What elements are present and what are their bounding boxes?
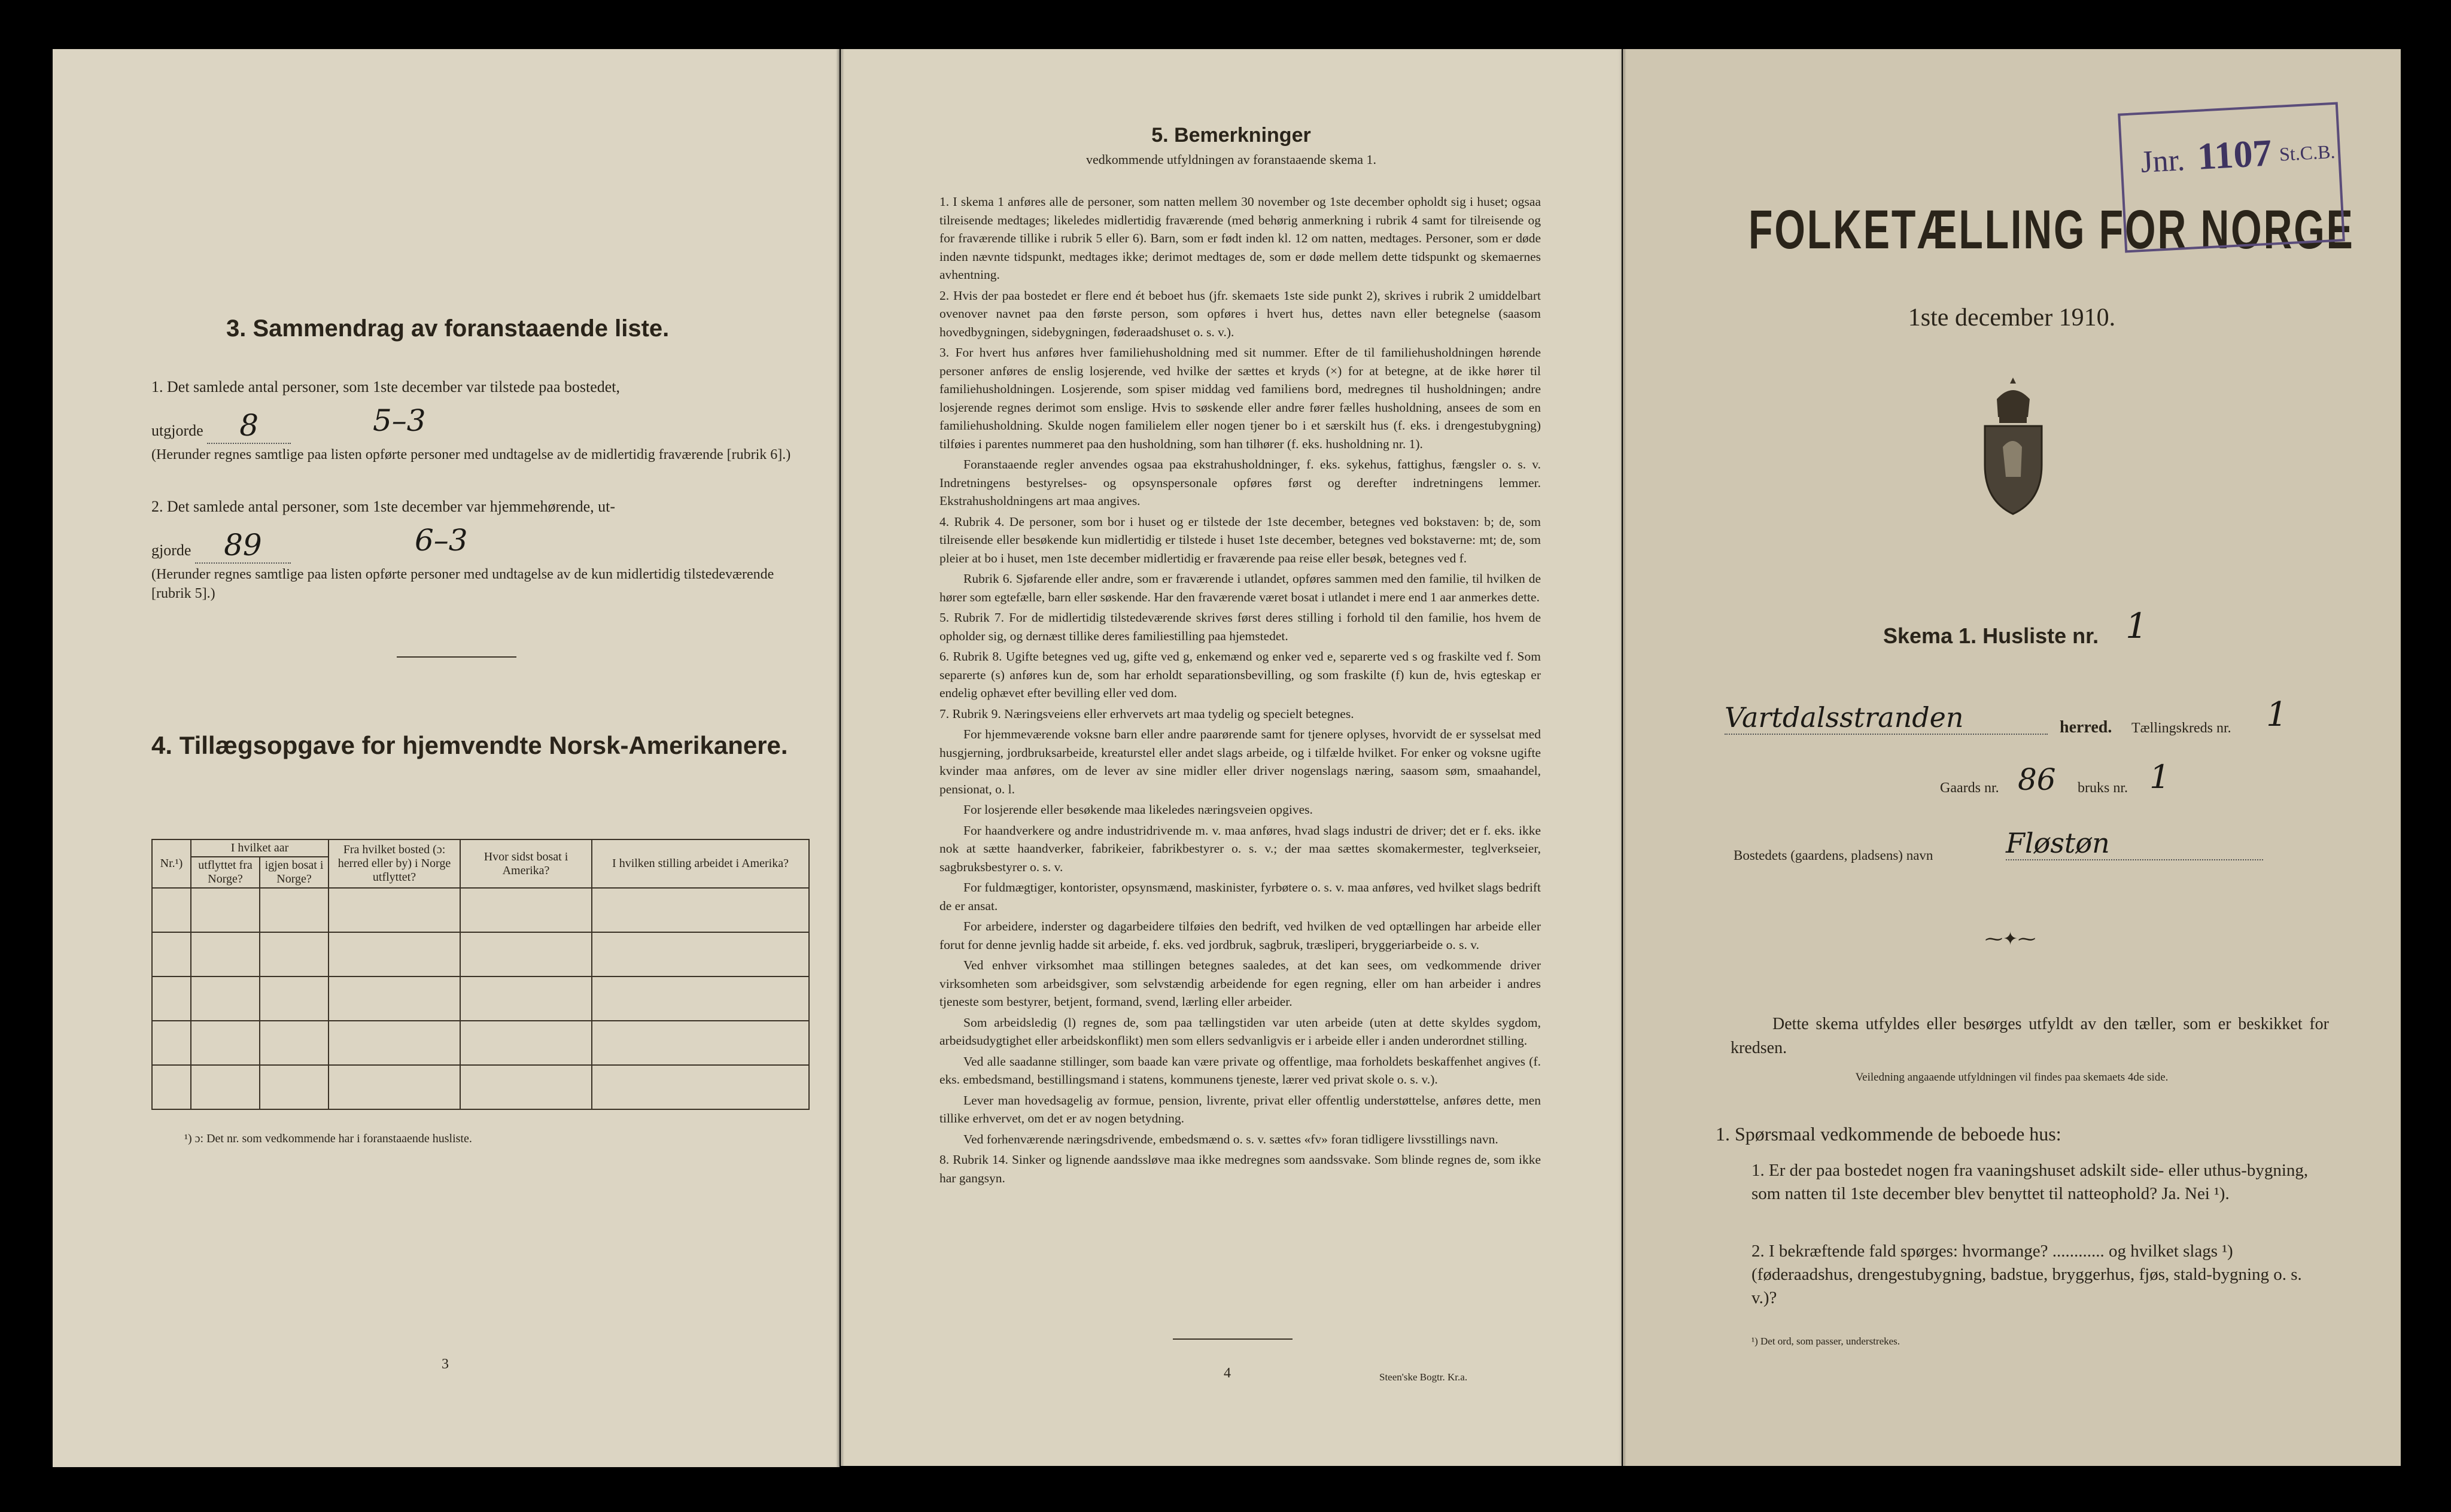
table-footnote: ¹) ɔ: Det nr. som vedkommende har i foranstaaende husliste. — [184, 1132, 472, 1145]
item2-text: 2. Det samlede antal personer, som 1ste december var hjemmehørende, ut- — [151, 498, 616, 515]
question-1: 1. Er der paa bostedet nogen fra vaaningshuset adskilt side- eller uthus-bygning, som natten til 1ste december blev benyttet til natteophold? Ja. Nei ¹). — [1751, 1161, 2309, 1203]
table-row — [152, 1065, 809, 1109]
col-hvor: Hvor sidst bosat i Amerika? — [460, 839, 592, 888]
herred-label: herred. — [2060, 718, 2112, 737]
item2-label: gjorde — [151, 541, 191, 559]
item2-value: 89 — [195, 528, 291, 564]
table-row — [152, 1021, 809, 1065]
paragraph: Lever man hovedsagelig av formue, pension, livrente, privat eller offentlig understøttelse, anføres dette, men tillike erhvervet, om det er av nogen betydning. — [939, 1093, 1541, 1125]
summary-item-2 — [151, 498, 810, 603]
table-row — [152, 932, 809, 976]
norsk-amerikanere-table — [151, 839, 810, 1110]
archive-stamp — [2118, 102, 2345, 253]
table-row — [152, 976, 809, 1021]
paragraph: 5. Rubrik 7. For de midlertidig tilstedeværende skrives først deres stilling i forhold til den familie, hos hvem de opholder sig, og dernæst tillike deres familiestilling paa hjemstedet. — [939, 610, 1541, 643]
col-stilling: I hvilken stilling arbeidet i Amerika? — [592, 839, 809, 888]
footnote: ¹) Det ord, som passer, understrekes. — [1751, 1335, 1900, 1347]
skema-label: Skema 1. Husliste nr. — [1883, 623, 2099, 648]
section3-title: 3. Sammendrag av foranstaaende liste. — [226, 315, 670, 342]
item1-label: utgjorde — [151, 422, 203, 439]
divider — [397, 656, 516, 658]
paragraph: 2. Hvis der paa bostedet er flere end ét beboet hus (jfr. skemaets 1ste side punkt 2), skrives i rubrik 2 umiddelbart ovenover navnet paa den første person, som opføres i hvert hus, dettes navn eller betegnelse (saasom hovedbygningen, sidebygningen, føderaadshuset o. s. v.). — [939, 288, 1541, 339]
stamp-jnr-value: 1107 — [2196, 131, 2273, 178]
col-nr: Nr.¹) — [152, 839, 191, 888]
gaards-value: 86 — [2018, 762, 2056, 797]
paragraph: 1. I skema 1 anføres alle de personer, som natten mellem 30 november og 1ste december opholdt sig i huset; ogsaa tilreisende medtages; likeledes midlertidig fraværende (med behørig anmerkning i rubrik 4 samt for tilreisende og for fraværende tillike i rubrik 5 eller 6). Barn, som er født inden kl. 12 om natten, medtages. Personer, som er døde inden nævnte tidspunkt, medtages ikke; derimot medtages de, som er døde mellem dette tidspunkt og skemaernes avhentning. — [939, 194, 1541, 282]
col-igjen: igjen bosat i Norge? — [260, 857, 329, 888]
item1-text: 1. Det samlede antal personer, som 1ste december var tilstede paa bostedet, — [151, 378, 621, 396]
page-middle — [841, 49, 1622, 1466]
paragraph: 8. Rubrik 14. Sinker og lignende aandssløve maa ikke medregnes som aandssvake. Som blinde regnes de, som ikke har gangsyn. — [939, 1152, 1541, 1185]
husliste-nr: 1 — [2125, 606, 2148, 646]
bemerkninger-title: 5. Bemerkninger — [1151, 124, 1311, 147]
bemerkninger-text — [939, 193, 1541, 1189]
stamp-code: St.C.B. — [2279, 140, 2336, 165]
intro-text: Dette skema utfyldes eller besørges utfyldt av den tæller, som er beskikket for kredsen. — [1731, 1015, 2329, 1057]
col-fra: Fra hvilket bosted (ɔ: herred eller by) i Norge utflyttet? — [329, 839, 460, 888]
paragraph: 3. For hvert hus anføres hver familiehusholdning med sit nummer. Efter de til familiehusholdningen hørende personer anføres de enslig losjerende, ved hvilke der sættes et kryds (×) for at betegne, at de ikke hører til familiehusholdningen. Losjerende, som spiser middag ved familiens bord, medregnes til husholdningen; andre losjerende regnes derimot som enslige. Hvis to søskende eller andre fører fælles husholdning, ansees de som en familiehusholdning. Skulde nogen familielem eller nogen tjener bo i et særskilt hus (f. eks. i drengestubygning) tilføies i parentes nummeret paa den husholdning, som han tilhører (f. eks. husholdning nr. 1). — [939, 345, 1541, 451]
page-fold — [841, 49, 844, 1466]
summary-item-1 — [151, 378, 810, 464]
herred-value: Vartdalsstranden — [1725, 701, 2048, 735]
paragraph: 6. Rubrik 8. Ugifte betegnes ved ug, gifte ved g, enkemænd og enker ved e, separerte ved s og fraskilte ved f. Som separerte (s) anføres kun de, som har erholdt separationsbevilling, og som fraskilte (f) kun de, hvis egteskap er endelig ophævet efter bevilling eller ved dom. — [939, 649, 1541, 700]
paragraph: 7. Rubrik 9. Næringsveiens eller erhvervets art maa tydelig og specielt betegnes. — [939, 706, 1354, 721]
page-right — [1623, 49, 2401, 1466]
item2-extra: 6–3 — [415, 523, 468, 558]
bosted-label: Bostedets (gaardens, pladsens) navn — [1734, 848, 1933, 863]
bemerkninger-subtitle: vedkommende utfyldningen av foranstaaende skema 1. — [1085, 152, 1377, 167]
paragraph: For arbeidere, inderster og dagarbeidere tilføies den bedrift, ved hvilken de ved optællingen har arbeide eller forut for denne jevnlig hadde sit arbeide, f. eks. ved jordbruk, sagbruk, træsliperi, bryggeriarbeide o. s. v. — [939, 919, 1541, 952]
page-number: 3 — [442, 1356, 449, 1372]
paragraph: Ved alle saadanne stillinger, som baade kan være private og offentlige, maa forholdets beskaffenhet angives (f. eks. embedsmand, bestillingsmand i statens, kommunens tjeneste, lærer ved privat skole o. s. v.). — [939, 1054, 1541, 1087]
item1-value: 8 — [207, 408, 291, 444]
kreds-label: Tællingskreds nr. — [2131, 720, 2231, 736]
question-2: 2. I bekræftende fald spørges: hvormange? ............ og hvilket slags ¹) (føderaadshus, drengestubygning, badstue, bryggerhus, fjøs, stald-bygning o. s. v.)? — [1751, 1242, 2302, 1307]
question-header: 1. Spørsmaal vedkommende de beboede hus: — [1716, 1123, 2061, 1145]
paragraph: For losjerende eller besøkende maa likeledes næringsveien opgives. — [963, 802, 1313, 817]
col-utflyttet: utflyttet fra Norge? — [191, 857, 260, 888]
table-row — [152, 888, 809, 932]
gaards-label: Gaards nr. — [1940, 780, 1999, 796]
paragraph: Ved forhenværende næringsdrivende, embedsmænd o. s. v. sættes «fv» foran tidligere livsstillings navn. — [963, 1131, 1498, 1146]
divider — [1173, 1338, 1293, 1340]
section4-title: 4. Tillægsopgave for hjemvendte Norsk-Amerikanere. — [151, 731, 788, 759]
item1-extra: 5–3 — [373, 403, 426, 438]
paragraph: For haandverkere og andre industridrivende m. v. maa anføres, hvad slags industri de driver; det er f. eks. ikke nok at sætte haandverker, fabrikeier, fabrikbestyrer o. s. v.; der maa sættes skomakermester, teglverkseier, sagbruksbestyrer o. s. v. — [939, 823, 1541, 874]
form-date: 1ste december 1910. — [1908, 304, 2116, 331]
bruks-value: 1 — [2149, 758, 2170, 796]
item2-note: (Herunder regnes samtlige paa listen opførte personer med undtagelse av de kun midlertidig tilstedeværende [rubrik 5].) — [151, 567, 774, 601]
coat-of-arms-icon — [1979, 375, 2048, 516]
stamp-jnr-label: Jnr. — [2139, 143, 2186, 180]
intro-note: Veiledning angaaende utfyldningen vil findes paa skemaets 4de side. — [1855, 1071, 2169, 1084]
bosted-value: Fløstøn — [2006, 827, 2263, 860]
printer-credit: Steen'ske Bogtr. Kr.a. — [1379, 1371, 1468, 1383]
col-group-aar: I hvilket aar — [191, 839, 329, 857]
paragraph: 4. Rubrik 4. De personer, som bor i huset og er tilstede der 1ste december, betegnes ved bokstaven: b; de, som tilreisende eller besøkende kun midlertidig er tilstede i huset 1ste december, betegnes ved bokstaverne: mt; de, som pleier at bo i huset, men 1ste december midlertidig er fraværende paa reise eller besøk, betegnes ved f. — [939, 514, 1541, 565]
item1-note: (Herunder regnes samtlige paa listen opførte personer med undtagelse av de midlertidig fraværende [rubrik 6].) — [151, 447, 791, 463]
form-title: FOLKETÆLLING FOR NORGE — [1748, 199, 2355, 260]
paragraph: For hjemmeværende voksne barn eller andre paarørende samt for tjenere oplyses, hvorvidt de er sysselsat med husgjerning, jordbruksarbeide, kreaturstel eller andet slags arbeide, og i tilfælde hvilket. For enker og voksne ugifte kvinder maa anføres, om de lever av sine midler eller driver nogenslags næring, saasom søm, smaahandel, pensionat, o. l. — [939, 727, 1541, 796]
paragraph: For fuldmægtiger, kontorister, opsynsmænd, maskinister, fyrbøtere o. s. v. maa anføres, ved hvilket slags bedrift de er ansat. — [939, 880, 1541, 913]
page-left — [53, 49, 840, 1467]
page-fold — [1623, 49, 1626, 1466]
paragraph: Rubrik 6. Sjøfarende eller andre, som er fraværende i utlandet, opføres sammen med den familie, til hvilken de hører som egtefælle, barn eller søskende. Har den fraværende været bosat i utlandet i mere end 1 aar anmerkes dette. — [939, 571, 1541, 604]
paragraph: Ved enhver virksomhet maa stillingen betegnes saaledes, at det kan sees, om vedkommende driver virksomheten som arbeidsgiver, som selvstændig arbeidende for egen regning, eller om han arbeider i andres tjeneste som bestyrer, betjent, formand, svend, lærling eller arbeider. — [939, 958, 1541, 1009]
ornament-icon: ⁓✦⁓ — [1985, 929, 2036, 949]
kreds-value: 1 — [2266, 695, 2288, 734]
bruks-label: bruks nr. — [2078, 780, 2128, 796]
page-fold — [836, 49, 840, 1467]
page-number: 4 — [1224, 1365, 1231, 1381]
paragraph: Som arbeidsledig (l) regnes de, som paa tællingstiden var uten arbeide (uten at dette skyldes sygdom, arbeidsudygtighet eller arbeidskonflikt) men som ellers sedvanligvis er i arbeide eller i anden underordnet stilling. — [939, 1015, 1541, 1048]
paragraph: Foranstaaende regler anvendes ogsaa paa ekstrahusholdninger, f. eks. sykehus, fattighus, fængsler o. s. v. Indretningens bestyrelses- og opsynspersonale opføres først og derefter indretningens lemmer. Ekstrahusholdningens art maa angives. — [939, 457, 1541, 508]
